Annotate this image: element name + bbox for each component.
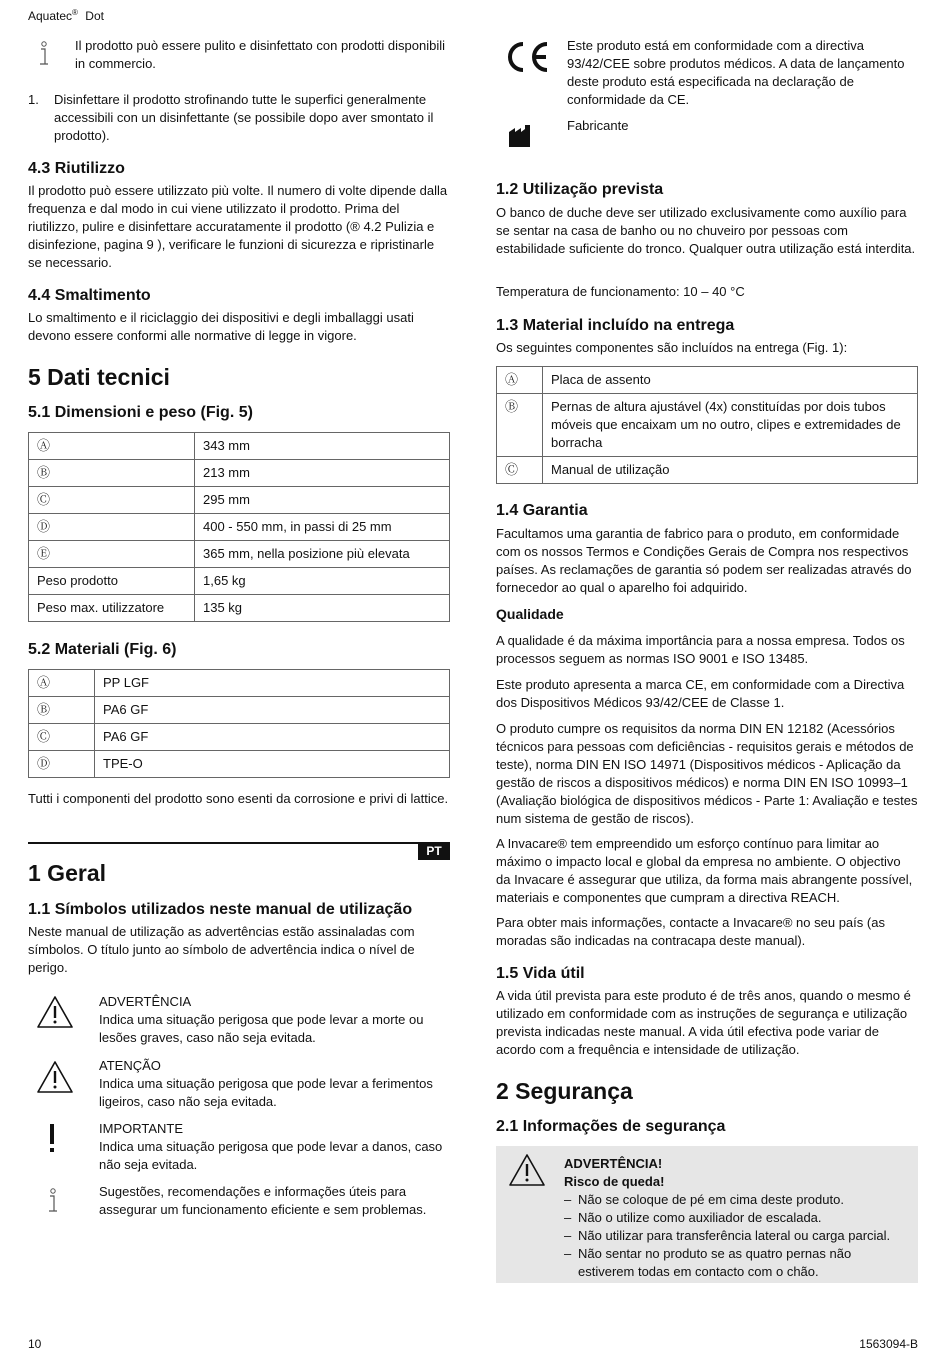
table-row	[29, 514, 450, 541]
symbol-important-title: IMPORTANTE	[99, 1121, 184, 1136]
table-cell-value: PA6 GF	[95, 697, 450, 724]
caution-triangle-icon	[36, 1060, 74, 1099]
table-cell-key: Ⓑ	[29, 460, 195, 487]
section-title-1-1: 1.1 Símbolos utilizados neste manual de utilização	[28, 901, 413, 918]
section-text-1-4: Facultamos uma garantia de fabrico para o produto, em conformidade com os nossos Termos e Condições Gerais de Compra nos respectivos países. As reclamações de garantia só podem ser realizadas através do fornecedor ao qual o aparelho foi adquirido.	[496, 526, 912, 595]
dash-bullet: –	[564, 1228, 572, 1243]
step-number: 1.	[28, 92, 39, 107]
symbol-info-text: Sugestões, recomendações e informações úteis para assegurar um funcionamento eficiente e sem problemas.	[99, 1184, 427, 1217]
table-row	[497, 367, 918, 394]
table-cell-value: Manual de utilização	[543, 457, 918, 484]
page-number: 10	[28, 1337, 42, 1351]
list-item	[564, 1209, 909, 1227]
section-text-1-1: Neste manual de utilização as advertências estão assinaladas com símbolos. O título junto ao símbolo de advertência indica o nível de perigo.	[28, 924, 415, 975]
warning-triangle-icon	[508, 1153, 546, 1192]
symbol-caution-text: Indica uma situação perigosa que pode levar a ferimentos ligeiros, caso não seja evitada.	[99, 1076, 433, 1109]
section-title-1-4: 1.4 Garantia	[496, 502, 588, 519]
manufacturer-icon	[508, 124, 532, 153]
language-badge-label: PT	[426, 844, 442, 858]
materials-note: Tutti i componenti del prodotto sono esenti da corrosione e privi di lattice.	[28, 791, 449, 806]
safety-warning-title: ADVERTÊNCIA!	[564, 1156, 663, 1171]
table-cell-value: 365 mm, nella posizione più elevata	[195, 541, 450, 568]
symbol-important-text: Indica uma situação perigosa que pode levar a danos, caso não seja evitada.	[99, 1139, 443, 1172]
table-cell-key: Ⓒ	[497, 457, 543, 484]
brand-name: Aquatec	[28, 9, 73, 23]
table-row	[29, 724, 450, 751]
exclamation-icon	[47, 1124, 57, 1159]
table-cell-value: 400 - 550 mm, in passi di 25 mm	[195, 514, 450, 541]
list-item-text: Não sentar no produto se as quatro pernas não estiverem todas em contacto com o chão.	[578, 1246, 852, 1279]
table-row	[29, 541, 450, 568]
table-row	[29, 595, 450, 622]
table-row	[29, 460, 450, 487]
table-cell-key: Ⓐ	[29, 670, 95, 697]
document-code: 1563094-B	[859, 1337, 918, 1351]
table-cell-key: Ⓓ	[29, 514, 195, 541]
table-cell-value: 213 mm	[195, 460, 450, 487]
table-cell-key: Peso prodotto	[29, 568, 195, 595]
symbol-warning-text: Indica uma situação perigosa que pode levar a morte ou lesões graves, caso não seja evitada.	[99, 1012, 424, 1045]
ce-mark-icon	[503, 40, 551, 79]
product-name: Dot	[85, 9, 104, 23]
quality-title: Qualidade	[496, 606, 564, 622]
quality-paragraph-1: A qualidade é da máxima importância para a nossa empresa. Todos os processos seguem as normas ISO 9001 e ISO 13485.	[496, 633, 905, 666]
dimensions-table	[28, 432, 450, 622]
section-title-1-5: 1.5 Vida útil	[496, 965, 585, 982]
section-title-1-3: 1.3 Material incluído na entrega	[496, 317, 735, 334]
table-cell-key: Ⓒ	[29, 724, 95, 751]
section-text-4-3: Il prodotto può essere utilizzato più volte. Il numero di volte dipende dalla frequenza e dal modo in cui viene utilizzato il prodotto. Prima del riutilizzo, pulire e disinfettare accuratamente il prodotto (® 4.2 Pulizia e disinfezione, pagina 9 ), verificare le funzioni di sicurezza e ripristinarle se necessario.	[28, 183, 448, 270]
delivery-table	[496, 366, 918, 484]
safety-warning-box	[496, 1146, 918, 1283]
language-divider	[28, 842, 450, 844]
table-row	[29, 568, 450, 595]
table-cell-value: 295 mm	[195, 487, 450, 514]
section-title-5-2: 5.2 Materiali (Fig. 6)	[28, 641, 177, 658]
list-item	[564, 1191, 909, 1209]
table-cell-key: Peso max. utilizzatore	[29, 595, 195, 622]
table-row	[29, 751, 450, 778]
language-badge	[418, 843, 450, 860]
running-header	[28, 4, 104, 25]
table-row	[29, 697, 450, 724]
step-text: Disinfettare il prodotto strofinando tutte le superfici generalmente accessibili con un disinfettante (se possibile dopo aver smontato il prodotto).	[54, 92, 434, 143]
warning-triangle-icon	[36, 995, 74, 1034]
table-cell-value: TPE-O	[95, 751, 450, 778]
section-title-1: 1 Geral	[28, 860, 106, 886]
table-cell-value: PA6 GF	[95, 724, 450, 751]
table-row	[29, 487, 450, 514]
quality-paragraph-2: Este produto apresenta a marca CE, em conformidade com a Directiva dos Dispositivos Médicos 93/42/CEE de Classe 1.	[496, 677, 905, 710]
section-title-2: 2 Segurança	[496, 1078, 633, 1104]
table-cell-value: Pernas de altura ajustável (4x) constituídas por dois tubos móveis que encaixam um no outro, clipes e extremidades de borracha	[543, 394, 918, 457]
section-text-4-4: Lo smaltimento e il riciclaggio dei dispositivi e degli imballaggi usati devono essere conformi alle normative di legge in vigore.	[28, 310, 414, 343]
quality-paragraph-3: O produto cumpre os requisitos da norma DIN EN 12182 (Acessórios técnicos para pessoas com deficiências - requisitos gerais e métodos de teste), norma DIN EN ISO 14971 (Dispositivos médicos - Aplicação da gestão de riscos a dispositivos médicos) e norma DIN EN ISO 10993–1 (Avaliação biológica de dispositivos médicos - Parte 1: Avaliação e testes num sistema de gestão de riscos).	[496, 721, 918, 826]
section-title-5: 5 Dati tecnici	[28, 364, 170, 390]
section-title-4-4: 4.4 Smaltimento	[28, 287, 151, 304]
dash-bullet: –	[564, 1210, 572, 1225]
table-cell-value: 343 mm	[195, 433, 450, 460]
table-cell-key: Ⓑ	[29, 697, 95, 724]
quality-paragraph-4: A Invacare® tem empreendido um esforço contínuo para limitar ao máximo o impacto local e global da empresa no ambiente. O objectivo da Invacare é assegurar que utiliza, da forma mais abrangente possível, materiais e componentes que cumpram a directiva REACH.	[496, 836, 913, 905]
list-item	[564, 1227, 909, 1245]
section-text-1-2: O banco de duche deve ser utilizado exclusivamente como auxílio para se sentar na casa de banho ou no chuveiro por pessoas com estabilidade suficiente do tronco. Qualquer outra utilização está interdita.	[496, 205, 916, 256]
table-row	[29, 433, 450, 460]
table-cell-value: 1,65 kg	[195, 568, 450, 595]
section-title-4-3: 4.3 Riutilizzo	[28, 160, 125, 177]
table-row	[497, 394, 918, 457]
table-cell-key: Ⓓ	[29, 751, 95, 778]
table-cell-value: 135 kg	[195, 595, 450, 622]
table-cell-key: Ⓑ	[497, 394, 543, 457]
list-item	[564, 1245, 909, 1281]
table-cell-value: Placa de assento	[543, 367, 918, 394]
list-item-text: Não utilizar para transferência lateral ou carga parcial.	[578, 1228, 891, 1243]
info-icon	[45, 1187, 61, 1220]
materials-table	[28, 669, 450, 778]
table-row	[497, 457, 918, 484]
symbol-warning-title: ADVERTÊNCIA	[99, 994, 192, 1009]
section-title-1-2: 1.2 Utilização prevista	[496, 181, 664, 198]
dash-bullet: –	[564, 1192, 572, 1207]
table-cell-key: Ⓔ	[29, 541, 195, 568]
safety-warning-subtitle: Risco de queda!	[564, 1174, 665, 1189]
quality-paragraph-5: Para obter mais informações, contacte a Invacare® no seu país (as moradas são indicadas na contracapa deste manual).	[496, 915, 885, 948]
ce-conformity-text: Este produto está em conformidade com a directiva 93/42/CEE sobre produtos médicos. A data de lançamento deste produto está especificada na declaração de conformidade da CE.	[567, 38, 905, 107]
table-cell-key: Ⓒ	[29, 487, 195, 514]
manufacturer-text: Fabricante	[567, 118, 629, 133]
section-title-5-1: 5.1 Dimensioni e peso (Fig. 5)	[28, 404, 253, 421]
table-cell-value: PP LGF	[95, 670, 450, 697]
list-item-text: Não o utilize como auxiliador de escalada.	[578, 1210, 822, 1225]
list-item-text: Não se coloque de pé em cima deste produto.	[578, 1192, 844, 1207]
section-title-2-1: 2.1 Informações de segurança	[496, 1118, 726, 1135]
table-row	[29, 670, 450, 697]
table-cell-key: Ⓐ	[29, 433, 195, 460]
safety-warning-list	[564, 1191, 909, 1281]
operating-temperature: Temperatura de funcionamento: 10 – 40 °C	[496, 284, 745, 299]
section-text-1-3: Os seguintes componentes são incluídos na entrega (Fig. 1):	[496, 340, 848, 355]
registered-mark: ®	[72, 8, 78, 17]
section-text-1-5: A vida útil prevista para este produto é de três anos, quando o mesmo é utilizado em conformidade com as instruções de segurança e utilização prevista indicadas neste manual. A vida útil efectiva pode variar de acordo com a frequência e intensidade de utilização.	[496, 988, 911, 1057]
info-icon	[36, 40, 52, 68]
info-note-text: Il prodotto può essere pulito e disinfettato con prodotti disponibili in commercio.	[75, 38, 446, 71]
symbol-caution-title: ATENÇÃO	[99, 1058, 161, 1073]
table-cell-key: Ⓐ	[497, 367, 543, 394]
dash-bullet: –	[564, 1246, 572, 1261]
